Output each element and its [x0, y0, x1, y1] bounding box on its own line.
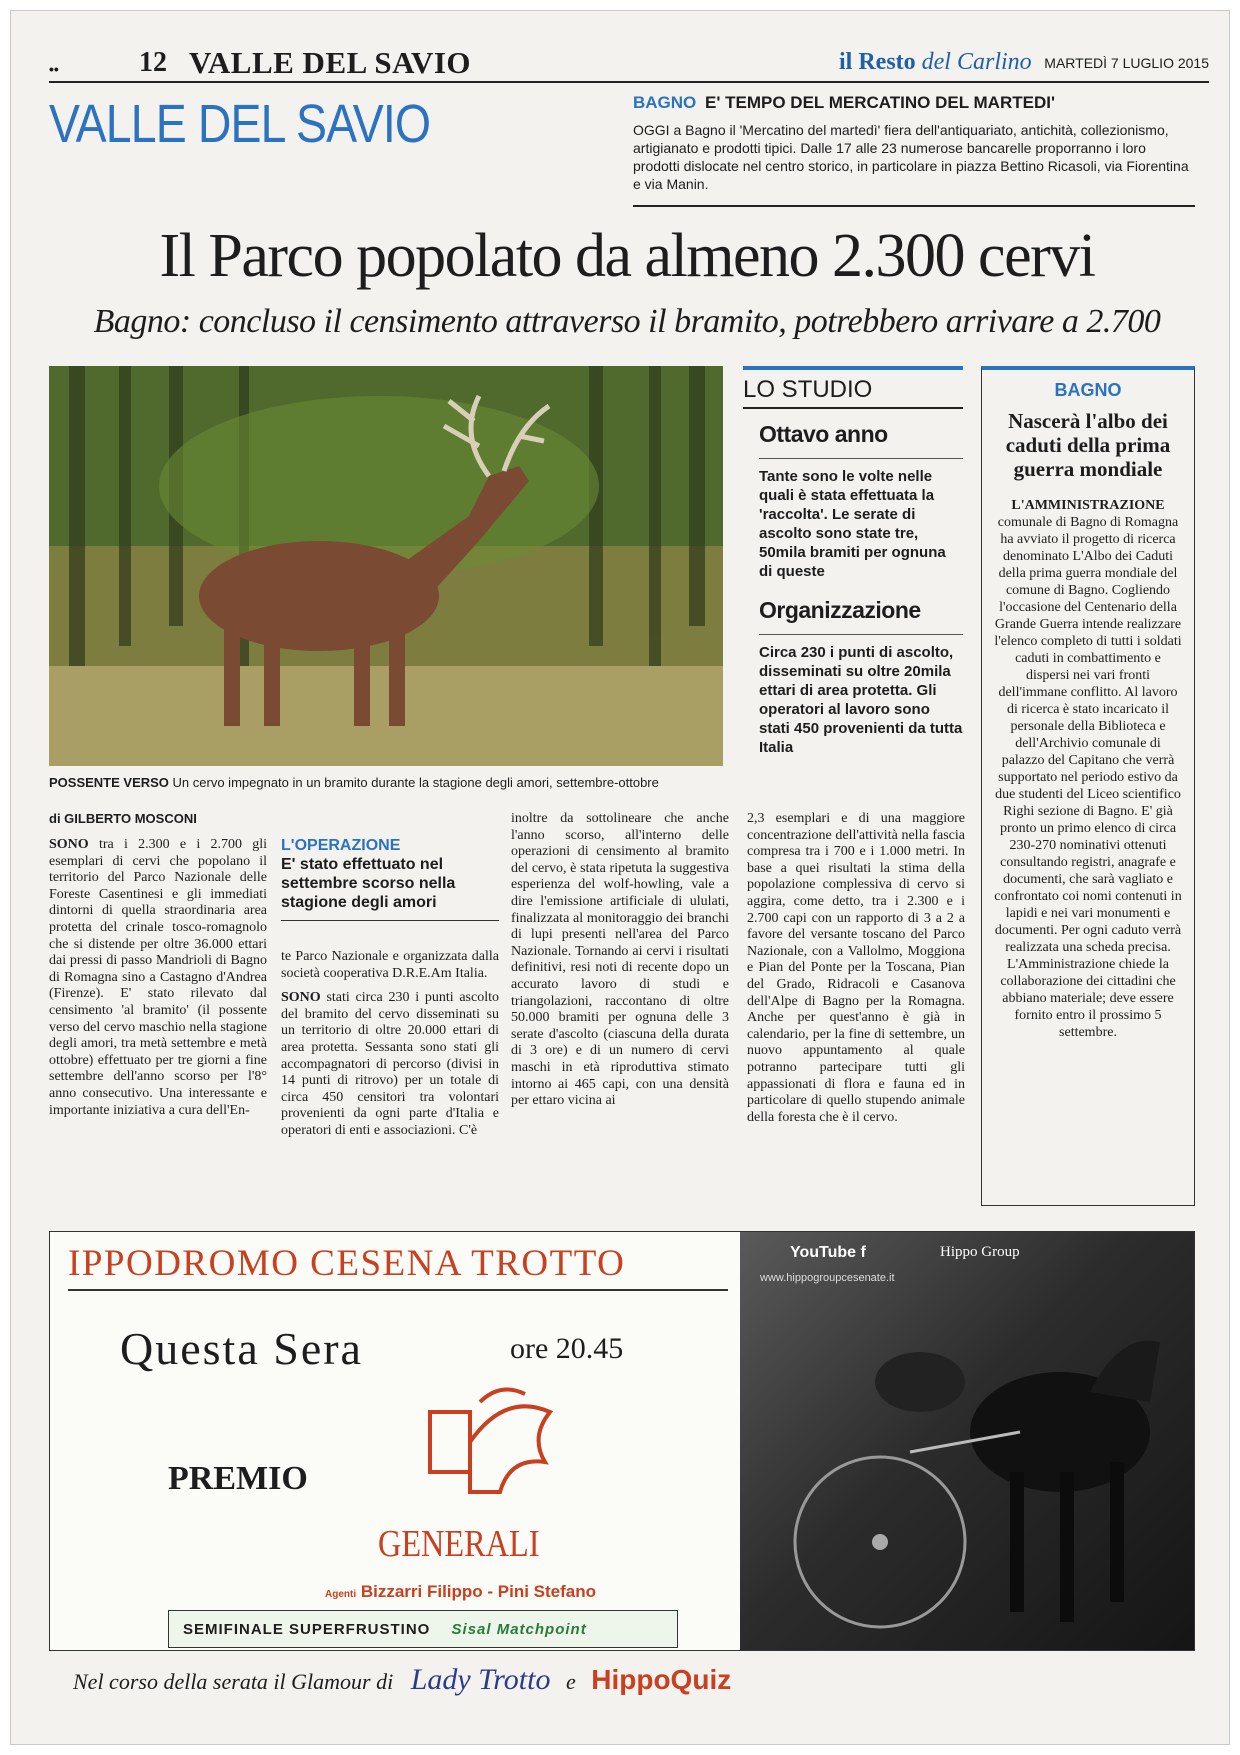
col2-lead: SONO [281, 990, 321, 1006]
side-body: comunale di Bagno di Romagna ha avviato il progetto di ricerca denominato L'Albo dei Caduti della prima guerra mondiale del comune di Bagno. Cogliendo l'occasione del Centenario della Grande Guerra intende realizzare l'elenco completo di tutti i soldati caduti in combattimento e dispersi nei vari fronti dell'immane conflitto. Al lavoro di ricerca è stato incaricato il personale della Biblioteca e dell'Archivio comunale di palazzo del Capitano che verrà supportato nel periodo estivo da due studenti del Liceo scientifico Righi sezione di Bagno. E' già pronto un primo elenco di circa 230-270 nominativi ottenuti consultando registri, anagrafe e documenti, che sarà vagliato e confrontato coi nomi contenuti in lapidi e nei vari monumenti e documenti. Per ogni caduto verrà realizzata una scheda precisa. L'Amministrazione chiede la collaborazione dei cittadini che abbiano materiale; deve essere fornito entro il prossimo 5 settembre. [994, 515, 1182, 1040]
brief-title: E' TEMPO DEL MERCATINO DEL MARTEDI' [705, 93, 1056, 112]
ad-agents-names: Bizzarri Filippo - Pini Stefano [360, 1582, 597, 1601]
ad-agents [325, 1582, 596, 1602]
side-kicker: BAGNO [1054, 380, 1122, 400]
section-title: VALLE DEL SAVIO [49, 94, 431, 154]
study-box [743, 366, 963, 773]
byline: di GILBERTO MOSCONI [49, 811, 197, 826]
glamour-and: e [565, 1669, 576, 1694]
study-rule-2 [759, 634, 963, 635]
col2b-para [281, 990, 499, 1139]
ad-time: ore 20.45 [510, 1332, 624, 1365]
study-text-1: Tante sono le volte nelle quali è stata effettuata la 'raccolta'. Le serate di ascolto sono state tre, 50mila bramiti per ognuna di queste [759, 468, 946, 580]
page-header [49, 47, 1209, 83]
ad-text-panel [50, 1232, 740, 1651]
operation-box [281, 837, 499, 921]
masthead-b: del Carlino [921, 49, 1032, 75]
ad-glamour-line [73, 1663, 731, 1697]
lion-logo-icon [410, 1382, 560, 1522]
caption-text: Un cervo impegnato in un bramito durante la stagione degli amori, settembre-ottobre [172, 775, 659, 790]
caption-lead: POSSENTE VERSO [49, 775, 169, 790]
article-column-2 [281, 949, 499, 1140]
side-article [981, 366, 1195, 1206]
ad-tonight: Questa Sera [120, 1323, 363, 1374]
ad-sponsor: GENERALI [378, 1523, 540, 1565]
side-text [994, 497, 1182, 1041]
masthead [839, 49, 1032, 76]
brief-text: OGGI a Bagno il 'Mercatino del martedì' fiera dell'antiquariato, antichità, collezionismo, artigianato e prodotti tipici. Dalle 17 alle 23 numerose bancarelle proporranno i loro prodotti dislocate nel centro storico, in particolare in piazza Bettino Ricasoli, via Fiorentina e via Manin. [633, 122, 1189, 192]
ad-premio: PREMIO [168, 1460, 308, 1497]
masthead-a: il Resto [839, 49, 916, 75]
study-subtitle-1: Ottavo anno [759, 421, 888, 447]
deer-photo [49, 366, 723, 766]
glamour-text: Nel corso della serata il Glamour di [73, 1669, 394, 1694]
advertisement [49, 1231, 1195, 1651]
article-column-4: 2,3 esemplari e di una maggiore concentrazione dell'attività nella fascia compresa tra i 700 e i 1.000 metri. In base a quei risultati la stima della popolazione complessiva di cervo si aggira, come detto, tra i 2.300 e i 2.700 capi con un rapporto di 3 a 2 a favore del versante toscano del Parco Nazionale, con a Vallolmo, Moggiona e Pian del Ponte per la Toscana, Pian del Grado, Ridracoli e Casanova dell'Alpe di Bagno per la Romagna. Anche per quest'anno è già in calendario, per la fine di settembre, un nuovo appuntamento al quale potranno partecipare tutti gli appassionati di flora e fauna ed in particolare di quello stupendo animale della foresta che è il cervo. [747, 811, 965, 1125]
ad-semifinal-text: SEMIFINALE SUPERFRUSTINO [183, 1621, 431, 1638]
study-subtitle-2: Organizzazione [759, 597, 921, 623]
ad-photo-panel [740, 1232, 1195, 1651]
operation-headline: E' stato effettuato nel settembre scorso nella stagione degli amori [281, 856, 456, 911]
ad-group: Hippo Group [940, 1244, 1020, 1260]
study-text-2: Circa 230 i punti di ascolto, disseminati su oltre 20mila ettari di area protetta. Gli operatori al lavoro sono stati 450 provenienti da tutta Italia [759, 644, 963, 756]
photo-caption [49, 775, 739, 790]
deer-illustration [49, 366, 723, 766]
ad-title: IPPODROMO CESENA TROTTO [68, 1242, 728, 1291]
page-number: 12 [139, 47, 167, 78]
col2a-text: te Parco Nazionale e organizzata dalla società cooperativa D.R.E.Am Italia. [281, 949, 499, 981]
operation-kicker: L'OPERAZIONE [281, 837, 401, 854]
newspaper-page [10, 10, 1230, 1745]
brief-box [633, 93, 1195, 207]
main-headline: Il Parco popolato da almeno 2.300 cervi [159, 222, 1095, 290]
col2b-text: stati circa 230 i punti ascolto del bramito del cervo disseminati su un territorio di oltre 20.000 ettari di area protetta. Sessanta sono stati gli accompagnatori di percorso (divisi in 14 punti di ritrovo) per un totale di circa 450 censitori tra volontari provenienti da ogni parte d'Italia e operatori di enti e associazioni. C'è [281, 990, 499, 1138]
main-subheadline: Bagno: concluso il censimento attraverso il bramito, potrebbero arrivare a 2.700 [93, 303, 1161, 340]
study-title: LO STUDIO [743, 376, 963, 409]
ad-url: www.hippogroupcesenate.it [760, 1272, 895, 1284]
page-dots: •• [49, 61, 59, 77]
side-headline: Nascerà l'albo dei caduti della prima guerra mondiale [1005, 409, 1171, 481]
trotting-horse-image [760, 1292, 1180, 1642]
lady-trotto-logo: Lady Trotto [410, 1663, 551, 1696]
col1-lead: SONO [49, 837, 89, 852]
ad-semifinal-banner [168, 1610, 678, 1648]
col1-text: tra i 2.300 e i 2.700 gli esemplari di cervi che popolano il territorio del Parco Nazionale delle Foreste Casentinesi e gli immediati dintorni di quella straordinaria area protetta del crinale tosco-romagnolo che si distende per oltre 36.000 ettari dai pressi di passo Mandrioli di Bagno di Romagna sino a Castagno d'Andrea (Firenze). E' stato rilevato dal censimento 'al bramito' (il possente verso del cervo maschio nella stagione degli amori, tra metà settembre e metà ottobre) effettuato per tre giorni a fine settembre dell'anno scorso per l'8° anno consecutivo. Una interessante e importante iniziativa a cura dell'En- [49, 837, 268, 1118]
side-lead: L'AMMINISTRAZIONE [1011, 498, 1165, 513]
hippoquiz-logo: HippoQuiz [591, 1664, 732, 1695]
study-rule-1 [759, 458, 963, 459]
section-name: VALLE DEL SAVIO [189, 45, 472, 80]
ad-semifinal-sponsor: Sisal Matchpoint [451, 1621, 587, 1638]
article-column-1 [49, 837, 267, 1119]
issue-date: MARTEDÌ 7 LUGLIO 2015 [1044, 55, 1209, 71]
ad-social: YouTube f [790, 1244, 866, 1261]
brief-kicker: BAGNO [633, 93, 697, 112]
study-accent-bar [743, 366, 963, 370]
ad-agents-label: Agenti [325, 1589, 357, 1600]
brief-headline [633, 93, 1195, 113]
article-column-3: inoltre da sottolineare che anche l'anno scorso, all'interno delle operazioni di censimento al bramito del cervo, è stata ripetuta la suggestiva esperienza del wolf-howling, vale a dire l'emissione artificiale di ululati, finalizzata al monitoraggio dei branchi di lupi presenti nell'area del Parco Nazionale. Tornando ai cervi i risultati definitivi, resi noti di recente dopo un accurato lavoro di studi e triangolazioni, raccontano di oltre 50.000 bramiti per ognuna delle 3 serate d'ascolto (ciascuna della durata di 3 ore) e di un numero di cervi maschi in età riproduttiva stimato intorno ai 465 capi, con una densità per ettaro vicina ai [511, 811, 729, 1109]
